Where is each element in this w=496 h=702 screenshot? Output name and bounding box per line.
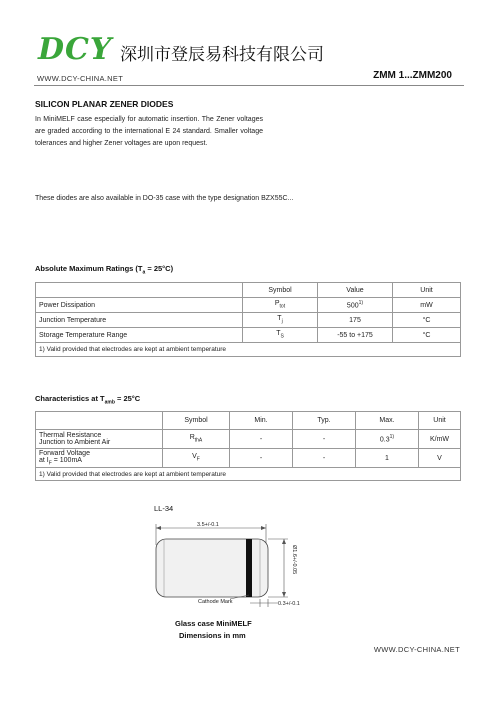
- arrow-bottom: [282, 592, 286, 597]
- description-paragraph: In MiniMELF case especially for automatic insertion. The Zener voltages are graded according to the international E 24 standard. Smaller voltage tolerances and higher Zener voltages are upon request.: [35, 116, 263, 147]
- cathode-mark-label: Cathode Mark: [198, 599, 233, 605]
- header-cell: Typ.: [293, 412, 356, 430]
- min-cell: -: [230, 449, 293, 468]
- symbol-cell: $T_j$: [243, 313, 318, 328]
- table-row: [36, 449, 461, 468]
- cathode-band: [246, 539, 252, 597]
- website-link-top[interactable]: WWW.DCY-CHINA.NET: [37, 74, 124, 83]
- table-row: [36, 328, 461, 343]
- abs-max-table: [35, 282, 461, 357]
- header-cell: Unit: [393, 283, 461, 298]
- company-name: 深圳市登辰易科技有限公司: [120, 45, 324, 65]
- unit-cell: V: [419, 449, 461, 468]
- min-cell: -: [230, 430, 293, 449]
- package-drawing: [140, 515, 320, 615]
- typ-cell: -: [293, 449, 356, 468]
- param-cell: Storage Temperature Range: [36, 328, 243, 343]
- footnote: 1) Valid provided that electrodes are kept at ambient temperature: [36, 343, 461, 357]
- footnote-row: [36, 343, 461, 357]
- arrow-left: [156, 526, 161, 530]
- table-header-row: [36, 412, 461, 430]
- header-cell: Max.: [356, 412, 419, 430]
- value-cell: -55 to +175: [318, 328, 393, 343]
- cap-dim-text: 0.3+/-0.1: [278, 601, 300, 607]
- header-cell: [36, 412, 163, 430]
- symbol-cell: $R_{thA}$: [163, 430, 230, 449]
- param-cell: Power Dissipation: [36, 298, 243, 313]
- table-header-row: [36, 283, 461, 298]
- table-row: [36, 313, 461, 328]
- param-cell: Junction Temperature: [36, 313, 243, 328]
- header-cell: Min.: [230, 412, 293, 430]
- header-cell: Value: [318, 283, 393, 298]
- characteristics-title: Characteristics at $T_{amb} = 25^\circ C$: [35, 394, 141, 406]
- alternative-package-paragraph: These diodes are also available in DO-35 case with the type designation BZX55C...: [35, 195, 294, 202]
- param-cell: Thermal Resistance Junction to Ambient Air: [36, 430, 163, 449]
- product-title: SILICON PLANAR ZENER DIODES: [35, 99, 174, 109]
- symbol-cell: $V_F$: [163, 449, 230, 468]
- header-divider: [34, 85, 464, 86]
- max-cell: 0.3$^{1)}$: [356, 430, 419, 449]
- package-label: LL-34: [154, 504, 174, 513]
- website-link-bottom[interactable]: WWW.DCY-CHINA.NET: [373, 645, 460, 654]
- header-cell: Symbol: [163, 412, 230, 430]
- header-cell: Unit: [419, 412, 461, 430]
- arrow-right: [261, 526, 266, 530]
- header-cell: [36, 283, 243, 298]
- value-cell: 500$^{1)}$: [318, 298, 393, 313]
- symbol-cell: $T_S$: [243, 328, 318, 343]
- unit-cell: K/mW: [419, 430, 461, 449]
- drawing-caption-case: Glass case MiniMELF: [175, 619, 252, 628]
- value-cell: 175: [318, 313, 393, 328]
- characteristics-table: [35, 411, 461, 481]
- drawing-caption-units: Dimensions in mm: [179, 631, 246, 640]
- typ-cell: -: [293, 430, 356, 449]
- unit-cell: °C: [393, 313, 461, 328]
- unit-cell: °C: [393, 328, 461, 343]
- param-cell: Forward Voltage at $I_F = 100mA$: [36, 449, 163, 468]
- symbol-cell: $P_{tot}$: [243, 298, 318, 313]
- part-range: ZMM 1...ZMM200: [373, 70, 452, 81]
- table-row: [36, 430, 461, 449]
- header-cell: Symbol: [243, 283, 318, 298]
- arrow-top: [282, 539, 286, 544]
- footnote-row: [36, 468, 461, 481]
- abs-max-title: Absolute Maximum Ratings $(T_a = 25^\circ C)$: [35, 264, 174, 276]
- unit-cell: mW: [393, 298, 461, 313]
- max-cell: 1: [356, 449, 419, 468]
- length-dim-text: 3.5+/-0.1: [197, 522, 219, 528]
- diameter-dim-text: Ø1.6+/-0.05: [291, 545, 297, 575]
- table-row: [36, 298, 461, 313]
- footnote: 1) Valid provided that electrodes are kept at ambient temperature: [36, 468, 461, 481]
- company-logo: DCY: [38, 32, 113, 67]
